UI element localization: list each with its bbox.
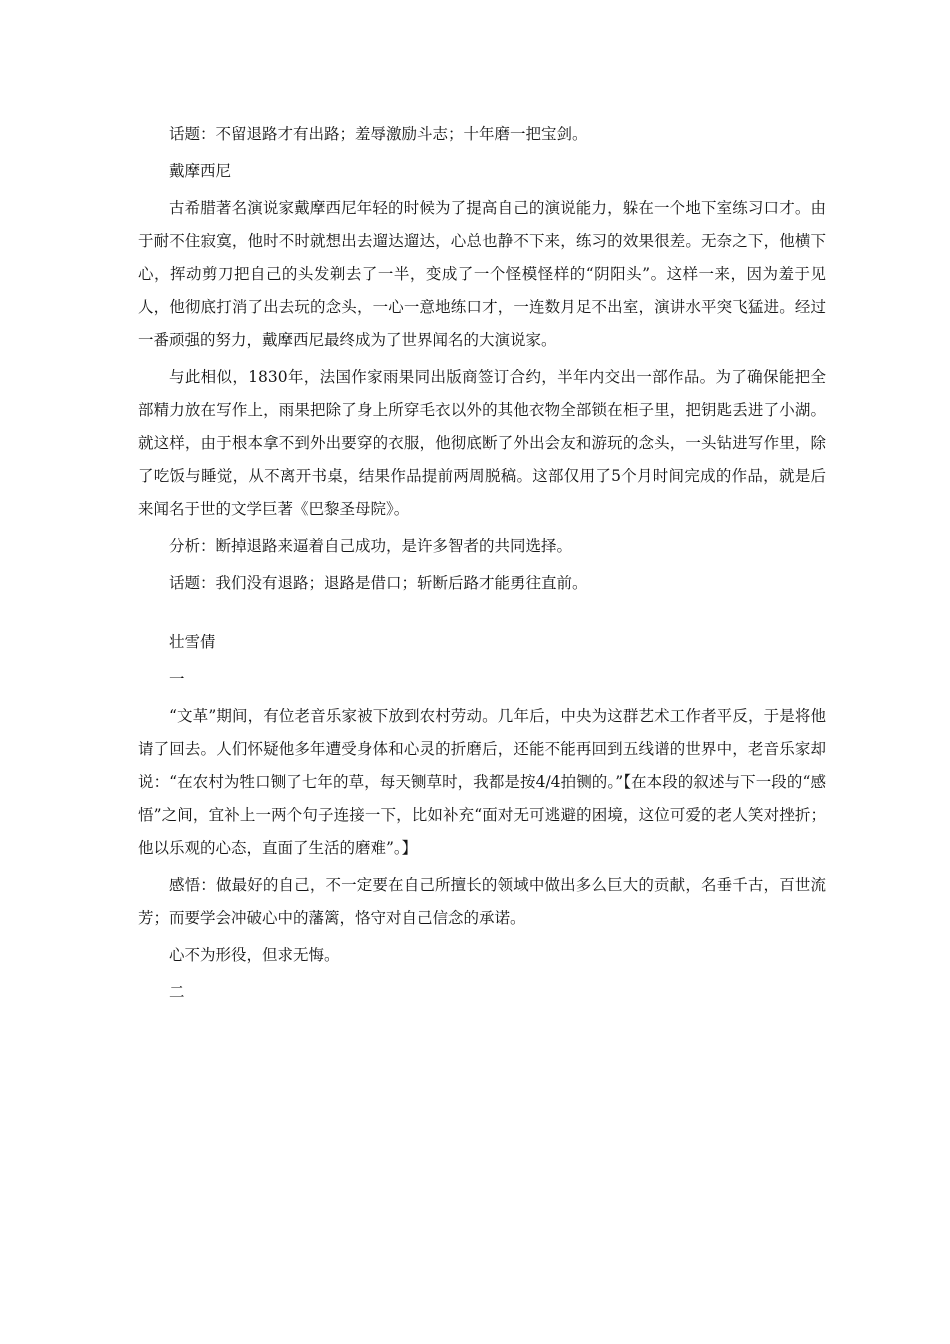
paragraph-musician: “文革”期间，有位老音乐家被下放到农村劳动。几年后，中央为这群艺术工作者平反，于是将他请了回去。人们怀疑他多年遭受身体和心灵的折磨后，还能不能再回到五线谱的世界中，老音乐家却说：“在农村为牲口铡了七年的草，每天铡草时，我都是按4/4拍铡的。”【在本段的叙述与下一段的“感悟”之间，宜补上一两个句子连接一下，比如补充“面对无可逃避的困境，这位可爱的老人笑对挫折；他以乐观的心态，直面了生活的磨难”。】 xyxy=(138,707,826,857)
paragraph-demosthenes: 古希腊著名演说家戴摩西尼年轻的时候为了提高自己的演说能力，躲在一个地下室练习口才。由于耐不住寂寞，他时不时就想出去遛达遛达，心总也静不下来，练习的效果很差。无奈之下，他横下心，挥动剪刀把自己的头发剃去了一半，变成了一个怪模怪样的“阴阳头”。这样一来，因为羞于见人，他彻底打消了出去玩的念头，一心一意地练口才，一连数月足不出室，演讲水平突飞猛进。经过一番顽强的努力，戴摩西尼最终成为了世界闻名的大演说家。 xyxy=(138,199,826,349)
section-title-demosthenes: 戴摩西尼 xyxy=(169,162,232,180)
insight-paragraph: 感悟：做最好的自己，不一定要在自己所擅长的领域中做出多么巨大的贡献，名垂千古，百世流芳；而要学会冲破心中的藩篱，恪守对自己信念的承诺。 xyxy=(138,876,826,927)
topic-line-2: 话题：我们没有退路；退路是借口；斩断后路才能勇往直前。 xyxy=(169,574,588,592)
motto-line: 心不为形役，但求无悔。 xyxy=(169,946,340,964)
paragraph-hugo: 与此相似，1830年，法国作家雨果同出版商签订合约，半年内交出一部作品。为了确保能把全部精力放在写作上，雨果把除了身上所穿毛衣以外的其他衣物全部锁在柜子里，把钥匙丢进了小湖。就这样，由于根本拿不到外出要穿的衣服，他彻底断了外出会友和游玩的念头，一头钻进写作里，除了吃饭与睡觉，从不离开书桌，结果作品提前两周脱稿。这部仅用了5个月时间完成的作品，就是后来闻名于世的文学巨著《巴黎圣母院》。 xyxy=(138,368,826,518)
section-number-two: 二 xyxy=(169,983,185,1001)
blank-spacer xyxy=(138,604,826,626)
topic-line-1: 话题：不留退路才有出路；羞辱激励斗志；十年磨一把宝剑。 xyxy=(169,125,588,143)
section-number-one: 一 xyxy=(169,670,185,688)
author-name: 壮雪倩 xyxy=(169,633,216,651)
analysis-line: 分析：断掉退路来逼着自己成功，是许多智者的共同选择。 xyxy=(169,537,573,555)
document-body xyxy=(138,118,826,1013)
